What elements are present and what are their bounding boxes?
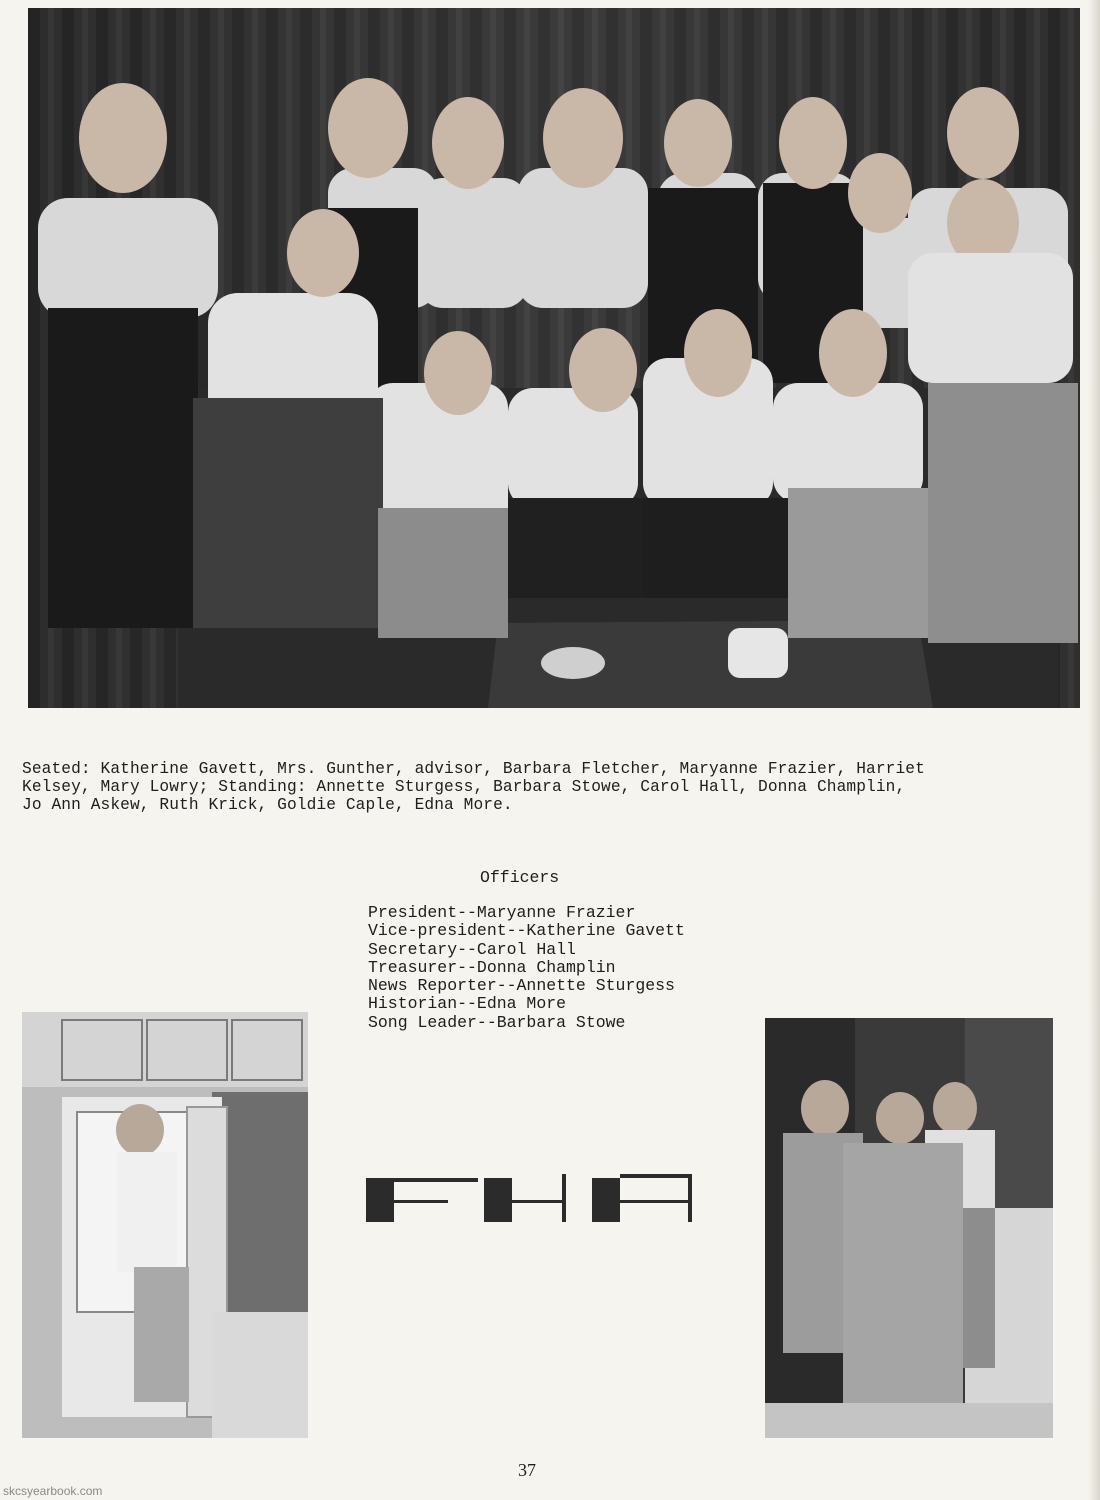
officers-list: [368, 904, 685, 1032]
officer-historian: Historian--Edna More: [368, 994, 567, 1014]
group-photo: [28, 8, 1080, 708]
kitchen-photo: [22, 1012, 308, 1438]
fha-logo: [366, 1166, 696, 1226]
officer-vice-president: Vice-president--Katherine Gavett: [368, 921, 685, 941]
officer-treasurer: Treasurer--Donna Champlin: [368, 957, 616, 977]
photo-caption: Seated: Katherine Gavett, Mrs. Gunther, advisor, Barbara Fletcher, Maryanne Frazier, Harriet Kelsey, Mary Lowry; Standing: Annette Sturgess, Barbara Stowe, Carol Hall, Donna Champlin, Jo Ann Askew, Ruth Krick, Goldie Caple, Edna More.: [22, 760, 925, 814]
officers-heading: Officers: [480, 868, 560, 887]
party-photo: [765, 1018, 1053, 1438]
officer-news-reporter: News Reporter--Annette Sturgess: [368, 976, 675, 996]
watermark: skcsyearbook.com: [3, 1484, 103, 1498]
officer-secretary: Secretary--Carol Hall: [368, 939, 576, 959]
page-number: 37: [518, 1460, 536, 1480]
officer-song-leader: Song Leader--Barbara Stowe: [368, 1012, 626, 1032]
officer-president: President--Maryanne Frazier: [368, 903, 636, 922]
page-edge: [1088, 0, 1100, 1500]
